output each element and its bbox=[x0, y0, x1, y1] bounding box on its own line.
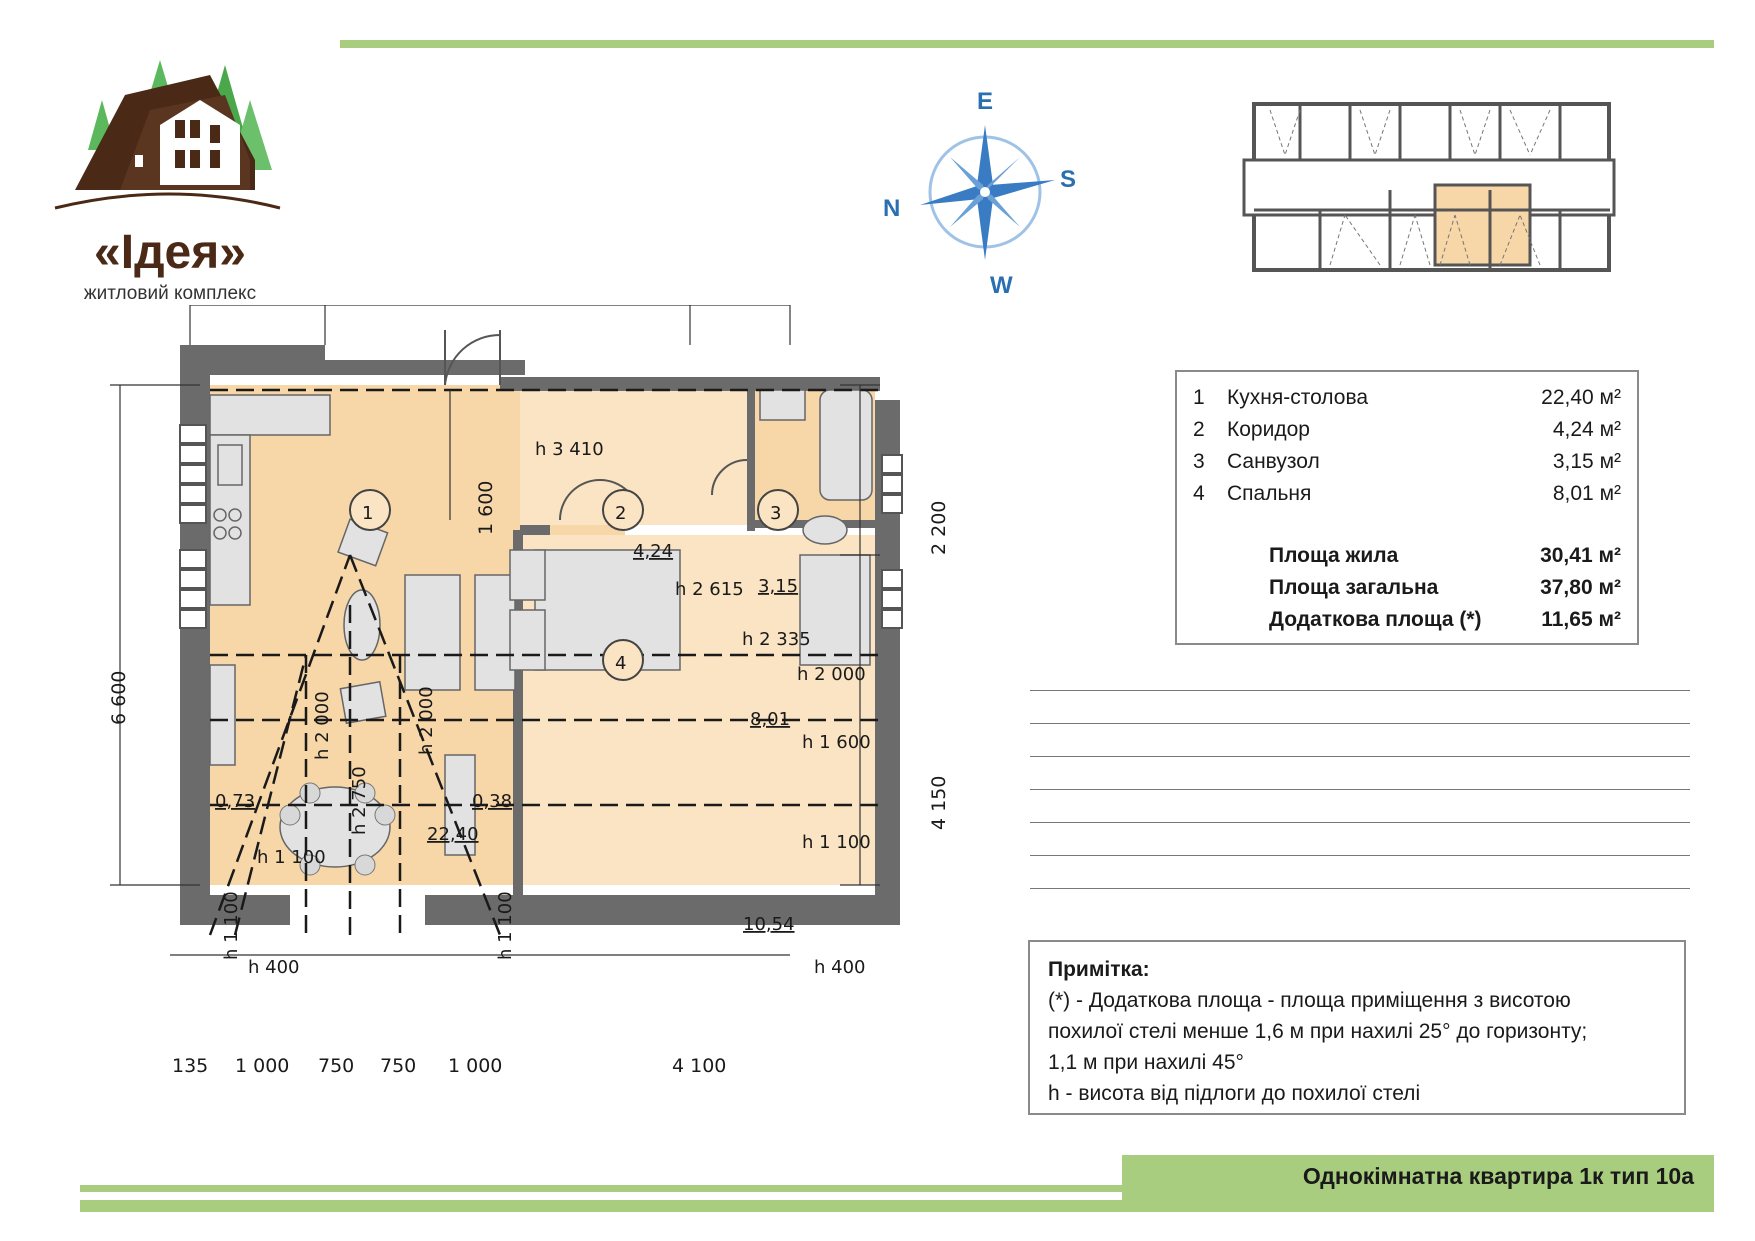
logo bbox=[50, 40, 290, 310]
height-1600: h 1 600 bbox=[802, 732, 871, 753]
logo-name: «Ідея» bbox=[94, 226, 246, 279]
note-line-4: h - висота від підлоги до похилої стелі bbox=[1048, 1082, 1421, 1105]
room-1-number: 1 bbox=[362, 503, 374, 524]
room-2-number: 2 bbox=[615, 503, 627, 524]
legend-total-general: Площа загальна 37,80 м² bbox=[1269, 576, 1621, 599]
key-plan-drawing bbox=[1240, 100, 1620, 275]
compass-east-label: E bbox=[977, 88, 994, 115]
note-line bbox=[1030, 789, 1690, 790]
room-1-area: 22,40 bbox=[427, 824, 479, 845]
note-line-3: 1,1 м при нахилі 45° bbox=[1048, 1051, 1244, 1074]
key-plan bbox=[1240, 100, 1620, 275]
height-2000-a: h 2 000 bbox=[312, 691, 333, 760]
room-4-area: 8,01 bbox=[750, 709, 791, 730]
dim-bottom-6: 4 100 bbox=[672, 1055, 727, 1077]
dim-bottom-2: 1 000 bbox=[235, 1055, 290, 1077]
note-line bbox=[1030, 690, 1690, 691]
height-1100-right: h 1 100 bbox=[802, 832, 871, 853]
logo-subtitle: житловий комплекс bbox=[83, 283, 257, 304]
legend-row-1: 1 Кухня-столова 22,40 м² bbox=[1193, 386, 1621, 409]
compass-west-label: W bbox=[990, 272, 1013, 299]
dim-bottom-3: 750 bbox=[318, 1055, 355, 1077]
note-line-1: (*) - Додаткова площа - площа приміщення з висотою bbox=[1048, 989, 1571, 1012]
legend-total-living: Площа жила 30,41 м² bbox=[1269, 544, 1621, 567]
legend-row-2: 2 Коридор 4,24 м² bbox=[1193, 418, 1621, 441]
extra-area-2: 0,38 bbox=[472, 791, 513, 812]
height-1100-left: h 1 100 bbox=[257, 847, 326, 868]
height-2335: h 2 335 bbox=[742, 629, 811, 650]
room-3-number: 3 bbox=[770, 503, 782, 524]
height-2750: h 2 750 bbox=[349, 766, 370, 835]
dim-bottom-1: 135 bbox=[172, 1055, 209, 1077]
area-legend bbox=[1175, 370, 1639, 645]
extra-area-1: 0,73 bbox=[215, 791, 256, 812]
floor-plan bbox=[100, 305, 980, 1085]
logo-house-icon bbox=[50, 40, 290, 225]
height-3410: h 3 410 bbox=[535, 439, 604, 460]
compass-rose bbox=[880, 85, 1090, 300]
room-3-area: 3,15 bbox=[758, 576, 799, 597]
footer-title: Однокімнатна квартира 1к тип 10а bbox=[1302, 1163, 1694, 1189]
height-400-right: h 400 bbox=[814, 957, 866, 978]
dim-inner-1600: 1 600 bbox=[475, 480, 497, 535]
blank-note-lines bbox=[1030, 690, 1690, 921]
extra-area-3: 10,54 bbox=[743, 914, 795, 935]
height-2000-right: h 2 000 bbox=[797, 664, 866, 685]
legend-row-3: 3 Санвузол 3,15 м² bbox=[1193, 450, 1621, 473]
compass-icon bbox=[880, 85, 1090, 300]
height-1100-vert-b: h 1 100 bbox=[495, 891, 516, 960]
compass-north-label: N bbox=[883, 195, 901, 222]
floor-plan-drawing bbox=[100, 305, 980, 1085]
height-1100-vert-a: h 1 100 bbox=[221, 891, 242, 960]
dim-bottom-4: 750 bbox=[380, 1055, 417, 1077]
compass-south-label: S bbox=[1060, 166, 1077, 193]
note-line bbox=[1030, 756, 1690, 757]
dim-left-1: 6 600 bbox=[108, 670, 130, 725]
note-line bbox=[1030, 723, 1690, 724]
dim-right-1: 2 200 bbox=[928, 500, 950, 555]
note-line bbox=[1030, 855, 1690, 856]
room-4-number: 4 bbox=[615, 653, 627, 674]
room-2-area: 4,24 bbox=[633, 541, 674, 562]
note-line-2: похилої стелі менше 1,6 м при нахилі 25° до горизонту; bbox=[1048, 1020, 1588, 1043]
note-title: Примітка: bbox=[1048, 958, 1150, 981]
height-400-left: h 400 bbox=[248, 957, 300, 978]
top-accent-bar bbox=[340, 40, 1714, 48]
note-box bbox=[1028, 940, 1686, 1115]
legend-row-4: 4 Спальня 8,01 м² bbox=[1193, 482, 1621, 505]
dim-bottom-5: 1 000 bbox=[448, 1055, 503, 1077]
dim-right-2: 4 150 bbox=[928, 775, 950, 830]
footer-title-band bbox=[1122, 1155, 1714, 1200]
note-line bbox=[1030, 888, 1690, 889]
legend-total-extra: Додаткова площа (*) 11,65 м² bbox=[1269, 608, 1621, 631]
note-line bbox=[1030, 822, 1690, 823]
height-2000-b: h 2 000 bbox=[416, 686, 437, 755]
height-2615: h 2 615 bbox=[675, 579, 744, 600]
bottom-accent-bar-2 bbox=[80, 1200, 1714, 1212]
